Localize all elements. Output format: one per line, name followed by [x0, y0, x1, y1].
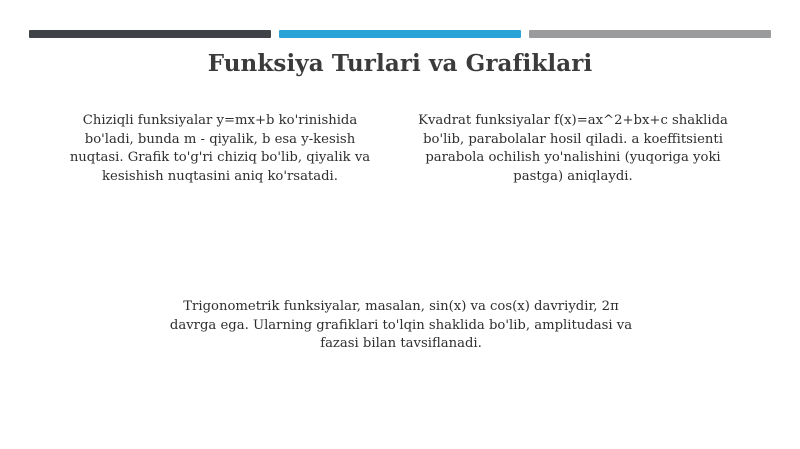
linear-functions-text: Chiziqli funksiyalar y=mx+b ko'rinishida bo'ladi, bunda m - qiyalik, b esa y-kesish nuqtasi. Grafik to'g'ri chiziq bo'lib, qiyalik va kesishish nuqtasini aniq ko'rsatadi.: [69, 113, 371, 184]
header-accent-bar-blue: [279, 30, 521, 38]
trigonometric-functions-text: Trigonometrik funksiyalar, masalan, sin(x) va cos(x) davriydir, 2π davrga ega. Ularning grafiklari to'lqin shaklida bo'lib, amplitudasi va fazasi bilan tavsiflanadi.: [169, 299, 633, 351]
slide-title: Funksiya Turlari va Grafiklari: [207, 50, 593, 77]
header-accent-bar-dark: [29, 30, 271, 38]
quadratic-functions-text: Kvadrat funksiyalar f(x)=ax^2+bx+c shaklida bo'lib, parabolalar hosil qiladi. a koeffitsienti parabola ochilish yo'nalishini (yuqoriga yoki pastga) aniqlaydi.: [418, 113, 728, 184]
header-accent-bar-gray: [529, 30, 771, 38]
